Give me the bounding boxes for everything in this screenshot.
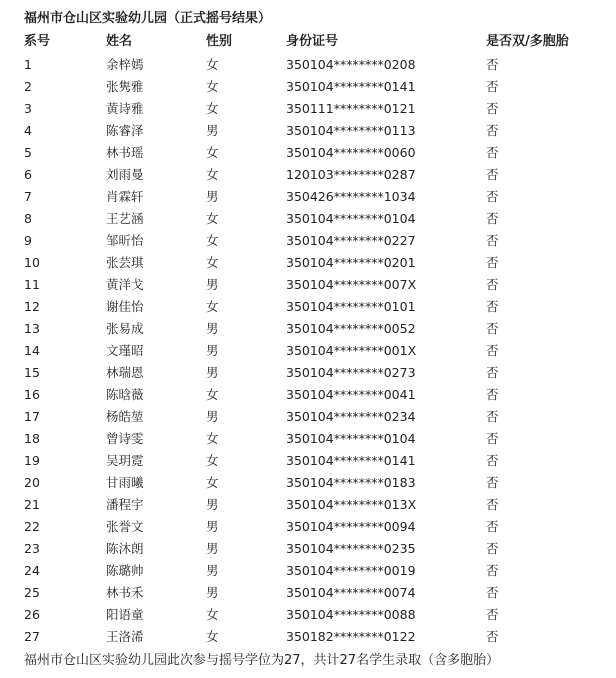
cell-gender: 女: [206, 101, 219, 116]
cell-id-number: 350104********001X: [286, 343, 417, 358]
cell-id-number: 350182********0122: [286, 629, 416, 644]
cell-name: 张隽雅: [106, 79, 144, 94]
table-row: [24, 98, 604, 120]
cell-number: 4: [24, 123, 32, 138]
cell-number: 10: [24, 255, 40, 270]
cell-name: 张易成: [106, 321, 144, 336]
cell-gender: 男: [206, 321, 219, 336]
cell-number: 20: [24, 475, 40, 490]
cell-gender: 女: [206, 255, 219, 270]
cell-gender: 女: [206, 475, 219, 490]
cell-multiple-birth: 否: [486, 145, 499, 160]
cell-name: 甘雨曦: [106, 475, 144, 490]
cell-name: 阳语童: [106, 607, 144, 622]
cell-multiple-birth: 否: [486, 189, 499, 204]
cell-id-number: 350104********0183: [286, 475, 416, 490]
cell-multiple-birth: 否: [486, 453, 499, 468]
cell-number: 19: [24, 453, 40, 468]
cell-name: 陈璐帅: [106, 563, 144, 578]
cell-gender: 男: [206, 409, 219, 424]
cell-multiple-birth: 否: [486, 365, 499, 380]
table-row: [24, 384, 604, 406]
cell-id-number: 350104********0141: [286, 79, 416, 94]
table-row: [24, 582, 604, 604]
cell-multiple-birth: 否: [486, 255, 499, 270]
cell-id-number: 350104********0060: [286, 145, 416, 160]
cell-gender: 男: [206, 541, 219, 556]
cell-name: 王艺涵: [106, 211, 144, 226]
cell-name: 林书禾: [106, 585, 144, 600]
cell-number: 2: [24, 79, 32, 94]
cell-name: 刘雨曼: [106, 167, 144, 182]
table-row: [24, 208, 604, 230]
cell-id-number: 350426********1034: [286, 189, 416, 204]
table-row: [24, 560, 604, 582]
cell-id-number: 350104********0088: [286, 607, 416, 622]
cell-id-number: 350104********0019: [286, 563, 416, 578]
table-row: [24, 296, 604, 318]
cell-multiple-birth: 否: [486, 123, 499, 138]
cell-id-number: 350104********0104: [286, 431, 416, 446]
cell-number: 6: [24, 167, 32, 182]
cell-number: 14: [24, 343, 40, 358]
cell-gender: 男: [206, 189, 219, 204]
cell-name: 邹昕怡: [106, 233, 144, 248]
cell-number: 26: [24, 607, 40, 622]
cell-multiple-birth: 否: [486, 409, 499, 424]
table-row: [24, 340, 604, 362]
header-gender: 性别: [206, 34, 233, 49]
cell-gender: 女: [206, 79, 219, 94]
header-row: [24, 30, 604, 54]
cell-gender: 男: [206, 497, 219, 512]
cell-number: 13: [24, 321, 40, 336]
cell-name: 张芸琪: [106, 255, 144, 270]
cell-number: 24: [24, 563, 40, 578]
table-row: [24, 450, 604, 472]
cell-gender: 女: [206, 387, 219, 402]
document: [24, 8, 604, 674]
cell-number: 17: [24, 409, 40, 424]
cell-gender: 男: [206, 563, 219, 578]
cell-gender: 女: [206, 57, 219, 72]
cell-id-number: 350104********0201: [286, 255, 416, 270]
cell-gender: 女: [206, 453, 219, 468]
cell-gender: 女: [206, 167, 219, 182]
cell-multiple-birth: 否: [486, 541, 499, 556]
cell-gender: 女: [206, 211, 219, 226]
table-row: [24, 186, 604, 208]
cell-number: 7: [24, 189, 32, 204]
cell-multiple-birth: 否: [486, 607, 499, 622]
table-row: [24, 120, 604, 142]
table-row: [24, 318, 604, 340]
cell-number: 11: [24, 277, 40, 292]
cell-name: 林瑞恩: [106, 365, 144, 380]
cell-id-number: 350104********0273: [286, 365, 416, 380]
cell-multiple-birth: 否: [486, 629, 499, 644]
cell-multiple-birth: 否: [486, 233, 499, 248]
header-number: 系号: [24, 34, 51, 49]
cell-id-number: 350104********0235: [286, 541, 416, 556]
cell-multiple-birth: 否: [486, 387, 499, 402]
cell-name: 文瑾昭: [106, 343, 144, 358]
header-id-number: 身份证号: [286, 34, 339, 49]
cell-id-number: 350104********0141: [286, 453, 416, 468]
cell-id-number: 120103********0287: [286, 167, 416, 182]
page-title: 福州市仓山区实验幼儿园（正式摇号结果）: [24, 11, 272, 26]
cell-gender: 女: [206, 431, 219, 446]
table-row: [24, 362, 604, 384]
cell-gender: 女: [206, 607, 219, 622]
table-body: [24, 54, 604, 648]
cell-number: 9: [24, 233, 32, 248]
cell-id-number: 350104********0101: [286, 299, 416, 314]
cell-name: 陈晗薇: [106, 387, 144, 402]
cell-number: 25: [24, 585, 40, 600]
cell-multiple-birth: 否: [486, 321, 499, 336]
cell-number: 15: [24, 365, 40, 380]
cell-name: 黄诗雅: [106, 101, 144, 116]
table-row: [24, 428, 604, 450]
cell-gender: 男: [206, 585, 219, 600]
cell-number: 3: [24, 101, 32, 116]
cell-multiple-birth: 否: [486, 343, 499, 358]
cell-name: 肖霖轩: [106, 189, 144, 204]
cell-multiple-birth: 否: [486, 519, 499, 534]
cell-number: 8: [24, 211, 32, 226]
cell-gender: 男: [206, 519, 219, 534]
cell-multiple-birth: 否: [486, 563, 499, 578]
table-row: [24, 626, 604, 648]
cell-name: 王洛浠: [106, 629, 144, 644]
cell-id-number: 350104********0208: [286, 57, 416, 72]
cell-number: 18: [24, 431, 40, 446]
cell-name: 张誉文: [106, 519, 144, 534]
table-row: [24, 54, 604, 76]
cell-multiple-birth: 否: [486, 475, 499, 490]
cell-gender: 男: [206, 277, 219, 292]
footer-note: 福州市仓山区实验幼儿园此次参与摇号学位为27，共计27名学生录取（含多胞胎）: [24, 653, 500, 668]
cell-number: 21: [24, 497, 40, 512]
cell-id-number: 350104********0234: [286, 409, 416, 424]
cell-gender: 女: [206, 233, 219, 248]
cell-name: 陈睿泽: [106, 123, 144, 138]
cell-id-number: 350104********0041: [286, 387, 416, 402]
cell-name: 杨皓堃: [106, 409, 144, 424]
cell-multiple-birth: 否: [486, 211, 499, 226]
cell-name: 余梓嫣: [106, 57, 144, 72]
cell-id-number: 350104********0094: [286, 519, 416, 534]
cell-gender: 女: [206, 629, 219, 644]
table-row: [24, 76, 604, 98]
cell-number: 16: [24, 387, 40, 402]
table-row: [24, 274, 604, 296]
cell-name: 潘程宇: [106, 497, 144, 512]
cell-id-number: 350111********0121: [286, 101, 416, 116]
table-row: [24, 538, 604, 560]
cell-multiple-birth: 否: [486, 277, 499, 292]
table-row: [24, 604, 604, 626]
cell-gender: 女: [206, 299, 219, 314]
table-row: [24, 230, 604, 252]
table-row: [24, 164, 604, 186]
header-name: 姓名: [106, 34, 133, 49]
cell-gender: 男: [206, 123, 219, 138]
cell-id-number: 350104********013X: [286, 497, 417, 512]
header-multiple-birth: 是否双/多胞胎: [486, 34, 569, 49]
cell-name: 林书瑶: [106, 145, 144, 160]
cell-gender: 女: [206, 145, 219, 160]
cell-multiple-birth: 否: [486, 79, 499, 94]
cell-name: 吴玥霓: [106, 453, 144, 468]
cell-multiple-birth: 否: [486, 585, 499, 600]
cell-gender: 男: [206, 343, 219, 358]
cell-id-number: 350104********0113: [286, 123, 416, 138]
cell-id-number: 350104********007X: [286, 277, 417, 292]
table-row: [24, 142, 604, 164]
cell-number: 22: [24, 519, 40, 534]
cell-name: 谢佳怡: [106, 299, 144, 314]
table-row: [24, 494, 604, 516]
cell-number: 27: [24, 629, 40, 644]
cell-id-number: 350104********0104: [286, 211, 416, 226]
cell-number: 1: [24, 57, 32, 72]
cell-gender: 男: [206, 365, 219, 380]
cell-number: 12: [24, 299, 40, 314]
cell-name: 黄洋戈: [106, 277, 144, 292]
table-header: [24, 30, 604, 54]
cell-multiple-birth: 否: [486, 167, 499, 182]
cell-multiple-birth: 否: [486, 299, 499, 314]
cell-multiple-birth: 否: [486, 431, 499, 446]
cell-multiple-birth: 否: [486, 497, 499, 512]
lottery-result-table: [24, 30, 604, 648]
table-row: [24, 472, 604, 494]
cell-multiple-birth: 否: [486, 101, 499, 116]
cell-name: 曾诗雯: [106, 431, 144, 446]
cell-number: 23: [24, 541, 40, 556]
cell-id-number: 350104********0227: [286, 233, 416, 248]
cell-name: 陈沐朗: [106, 541, 144, 556]
table-row: [24, 252, 604, 274]
table-row: [24, 516, 604, 538]
table-row: [24, 406, 604, 428]
cell-multiple-birth: 否: [486, 57, 499, 72]
cell-id-number: 350104********0052: [286, 321, 416, 336]
cell-id-number: 350104********0074: [286, 585, 416, 600]
cell-number: 5: [24, 145, 32, 160]
